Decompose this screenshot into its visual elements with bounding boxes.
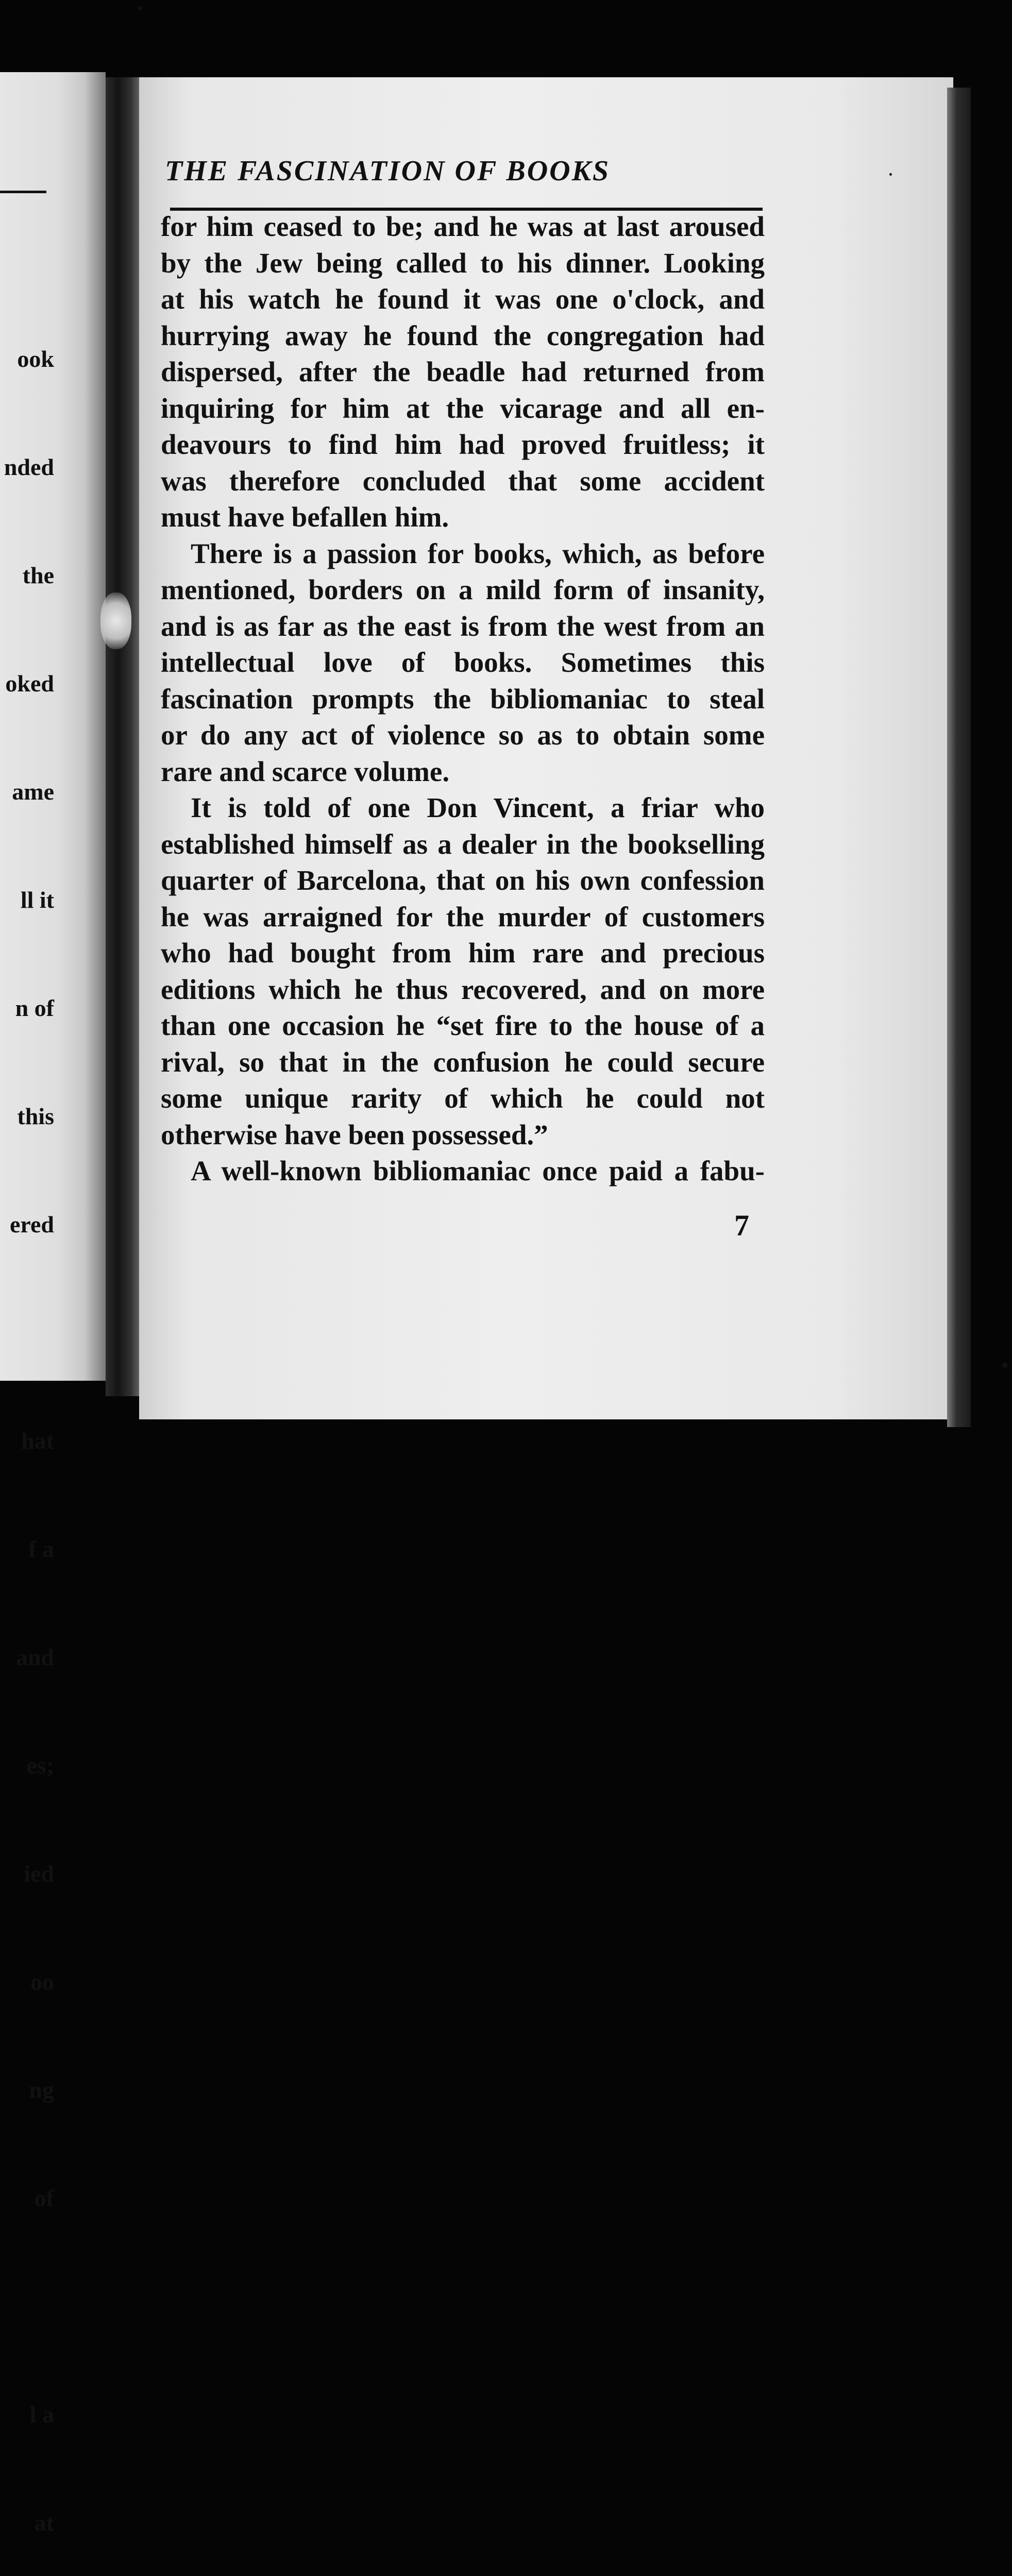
previous-page (0, 72, 106, 2536)
previous-page-line: es; (26, 1752, 54, 1778)
text-line: by the Jew being called to his dinner. Looking (161, 247, 765, 279)
previous-page-line: the (22, 562, 54, 588)
previous-page-line: ng (29, 2077, 54, 2103)
previous-page-head-rule (0, 191, 46, 193)
previous-page-line: this (17, 1103, 54, 1129)
page-body-text (161, 209, 765, 1190)
text-line: mentioned, borders on a mild form of insanity, (161, 574, 765, 605)
page-number: 7 (734, 1209, 749, 1242)
text-line: rival, so that in the confusion he could secure (161, 1046, 765, 1078)
previous-page-line: ll it (20, 887, 54, 913)
previous-page-line: ered (9, 1211, 54, 1238)
text-line: fascination prompts the bibliomaniac to steal (161, 683, 765, 715)
previous-page-line: hat (21, 1428, 54, 1454)
text-line: quarter of Barcelona, that on his own confession (161, 865, 765, 896)
text-line: and is as far as the east is from the west from an (161, 610, 765, 642)
previous-page-line: n of (15, 995, 54, 1021)
text-line: dispersed, after the beadle had returned from (161, 356, 765, 387)
text-line: or do any act of violence so as to obtain some (161, 719, 765, 751)
previous-page-line: ame (12, 778, 54, 805)
previous-page-line: and (15, 1644, 54, 1670)
paragraph-first-line: There is a passion for books, which, as before (191, 537, 765, 569)
paragraph-first-line: It is told of one Don Vincent, a friar who (191, 792, 765, 823)
previous-page-line: oo (30, 1969, 54, 1995)
scan-speck (889, 173, 892, 176)
text-line: than one occasion he “set fire to the house of a (161, 1010, 765, 1041)
previous-page-line: l a (29, 2401, 54, 2428)
text-line: he was arraigned for the murder of customers (161, 901, 765, 933)
text-line: intellectual love of books. Sometimes this (161, 647, 765, 678)
previous-page-line: ied (24, 1860, 54, 1887)
text-line: established himself as a dealer in the bookselling (161, 828, 765, 860)
text-line: was therefore concluded that some accident (161, 465, 765, 497)
text-line: rare and scarce volume. (161, 755, 450, 787)
text-line: for him ceased to be; and he was at last aroused (161, 211, 765, 242)
scan-speck (138, 6, 142, 10)
text-line: inquiring for him at the vicarage and all en- (161, 392, 765, 424)
previous-page-line: ook (17, 346, 54, 372)
text-line: editions which he thus recovered, and on more (161, 973, 765, 1005)
previous-page-line: at (34, 2510, 54, 2536)
previous-page-line: oked (5, 670, 54, 697)
previous-page-line (4, 1315, 54, 1351)
previous-page-text (4, 269, 54, 2576)
page-edge-shadow (947, 88, 971, 1427)
running-head: THE FASCINATION OF BOOKS (165, 155, 611, 187)
paragraph-first-line: A well-known bibliomaniac once paid a fabu- (191, 1155, 765, 1187)
text-line: deavours to find him had proved fruitless; it (161, 429, 765, 460)
previous-page-line: f a (28, 1536, 54, 1562)
text-line: who had bought from him rare and precious (161, 937, 765, 969)
paper-damage-mark (100, 592, 131, 649)
text-line: hurrying away he found the congregation had (161, 319, 765, 351)
scan-speck (1002, 1363, 1007, 1368)
previous-page-line (4, 2289, 54, 2325)
text-line: some unique rarity of which he could not (161, 1082, 765, 1114)
text-line: must have befallen him. (161, 501, 449, 533)
text-line: at his watch he found it was one o'clock, and (161, 283, 765, 315)
previous-page-line: nded (4, 454, 54, 480)
previous-page-line: of (34, 2185, 54, 2211)
text-line: otherwise have been possessed.” (161, 1118, 548, 1150)
